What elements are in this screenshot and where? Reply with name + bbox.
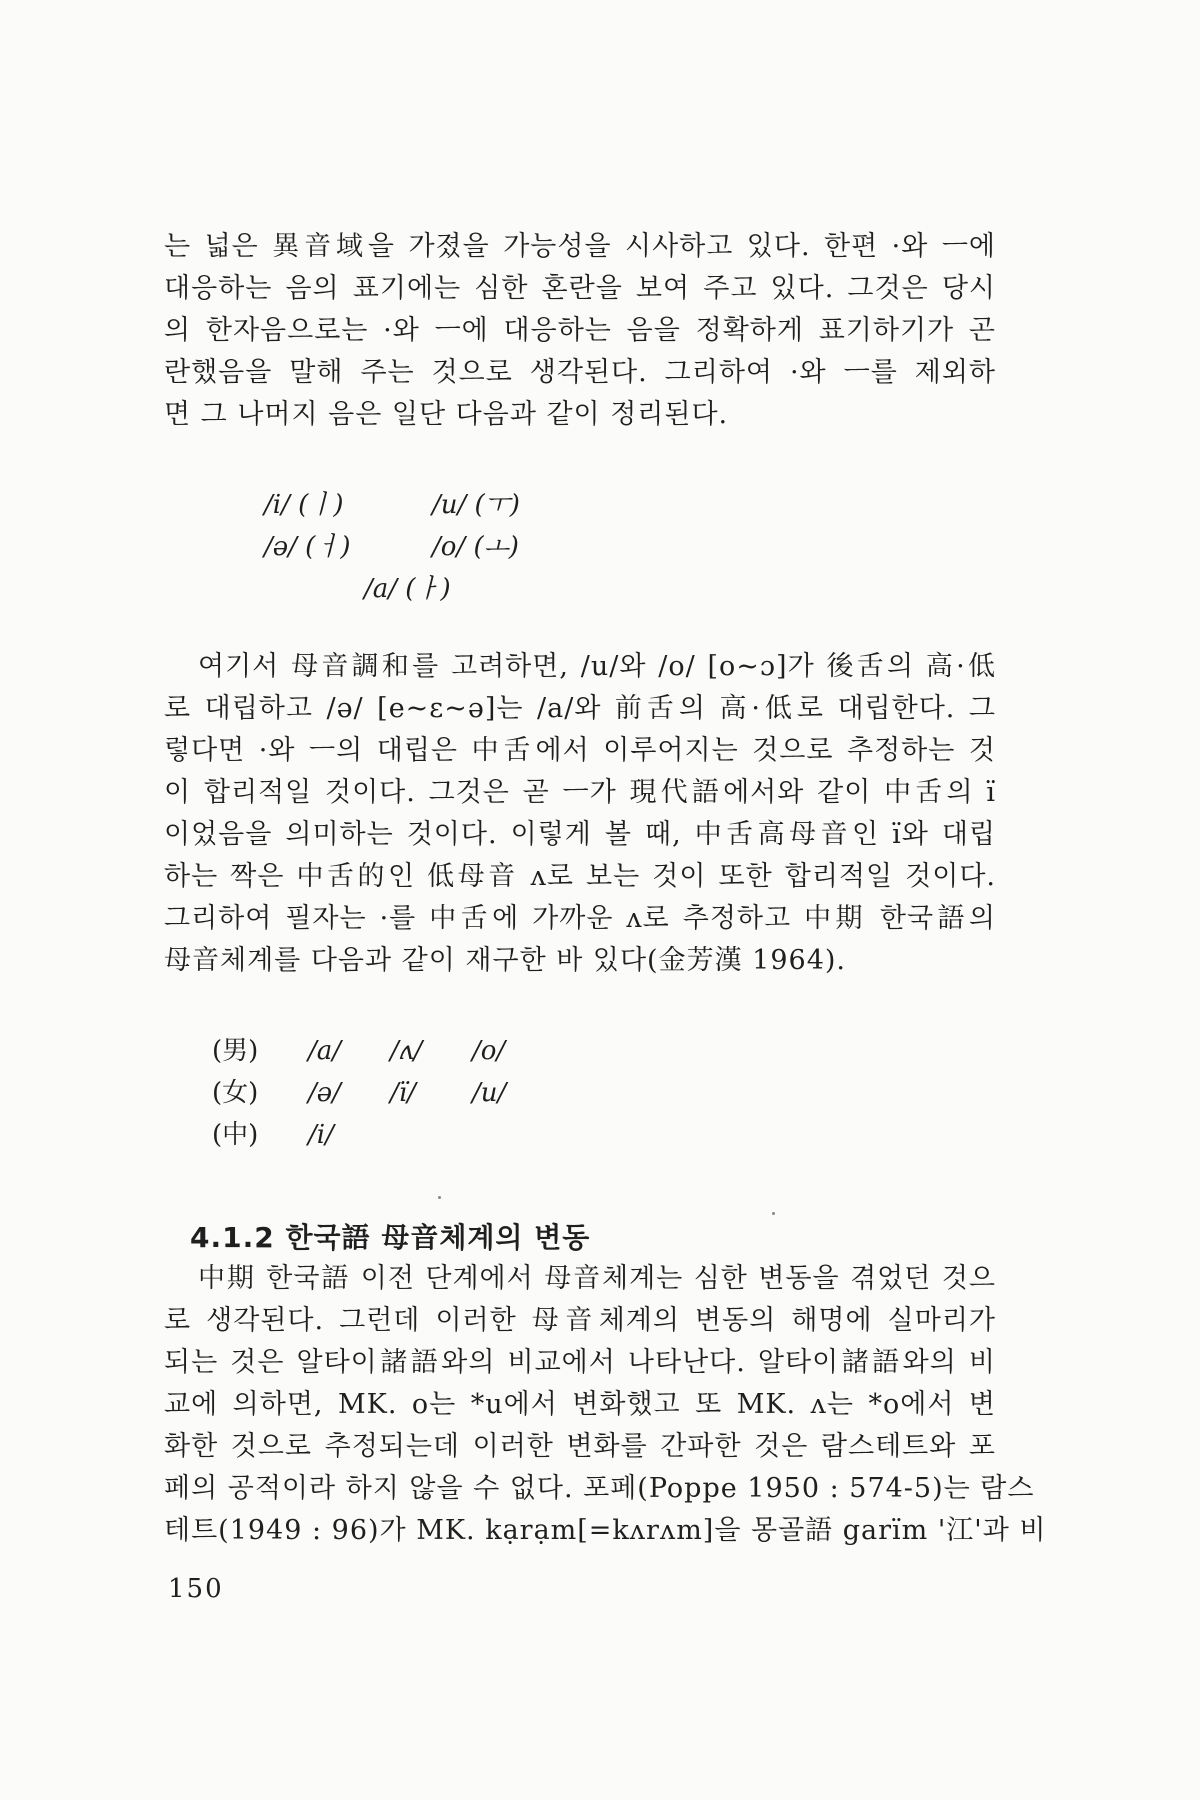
text-line: 테트(1949 : 96)가 MK. kạrạm[=kʌrʌm]을 몽골語 garïm '江'과 비 — [164, 1515, 1047, 1546]
row-label-male: (男) — [212, 1036, 259, 1066]
paragraph-1 — [164, 226, 996, 436]
text-line: 이 합리적일 것이다. 그것은 곧 ㅡ가 現代語에서와 같이 中舌의 ï — [164, 777, 996, 808]
text-line: 란했음을 말해 주는 것으로 생각된다. 그리하여 ·와 ㅡ를 제외하 — [164, 357, 996, 388]
paragraph-2 — [164, 646, 996, 982]
text-line: 렇다면 ·와 ㅡ의 대립은 中舌에서 이루어지는 것으로 추정하는 것 — [164, 735, 996, 766]
vowel-schwa: /ə/ (ㅓ) — [264, 532, 351, 562]
vowel-o: /o/ (ㅗ) — [432, 532, 519, 562]
vowel-u: /u/ (ㅜ) — [432, 490, 520, 520]
speck-mark — [772, 1212, 775, 1215]
text-line: 대응하는 음의 표기에는 심한 혼란을 보여 주고 있다. 그것은 당시 — [164, 273, 996, 304]
text-line: 여기서 母音調和를 고려하면, /u/와 /o/ [o~ɔ]가 後舌의 高·低 — [198, 651, 996, 682]
section-heading: 4.1.2 한국語 母音체계의 변동 — [190, 1221, 591, 1254]
paragraph-3 — [164, 1258, 1047, 1552]
text-line: 로 생각된다. 그런데 이러한 母音체계의 변동의 해명에 실마리가 — [164, 1305, 996, 1336]
text-line: 의 한자음으로는 ·와 ㅡ에 대응하는 음을 정확하게 표기하기가 곤 — [164, 315, 996, 346]
vowel-system-table — [212, 1030, 612, 1160]
vowel-cell: /ʌ/ — [390, 1036, 423, 1066]
text-line: 母音체계를 다음과 같이 재구한 바 있다(金芳漢 1964). — [164, 945, 847, 976]
text-line: 그리하여 필자는 ·를 中舌에 가까운 ʌ로 추정하고 中期 한국語의 — [164, 903, 996, 934]
text-line: 이었음을 의미하는 것이다. 이렇게 볼 때, 中舌高母音인 ï와 대립 — [164, 819, 996, 850]
text-line: 페의 공적이라 하지 않을 수 없다. 포페(Poppe 1950 : 574-5)는 람스 — [164, 1473, 1035, 1504]
text-line: 中期 한국語 이전 단계에서 母音체계는 심한 변동을 겪었던 것으 — [198, 1263, 996, 1294]
vowel-cell: /i/ — [308, 1120, 334, 1150]
vowel-cell: /ï/ — [390, 1078, 416, 1108]
vowel-cell: /ə/ — [308, 1078, 341, 1108]
text-line: 는 넓은 異音域을 가졌을 가능성을 시사하고 있다. 한편 ·와 ㅡ에 — [164, 231, 996, 262]
text-line: 면 그 나머지 음은 일단 다음과 같이 정리된다. — [164, 399, 729, 430]
speck-mark — [438, 1196, 441, 1199]
vowel-cell: /u/ — [472, 1078, 507, 1108]
row-label-neutral: (中) — [212, 1120, 259, 1150]
text-line: 하는 짝은 中舌的인 低母音 ʌ로 보는 것이 또한 합리적일 것이다. — [164, 861, 996, 892]
text-line: 화한 것으로 추정되는데 이러한 변화를 간파한 것은 람스테트와 포 — [164, 1431, 996, 1462]
vowel-cell: /a/ — [308, 1036, 342, 1066]
vowel-i: /i/ (ㅣ) — [264, 490, 344, 520]
text-line: 로 대립하고 /ə/ [e~ɛ~ə]는 /a/와 前舌의 高·低로 대립한다. 그 — [164, 693, 996, 724]
vowel-cell: /o/ — [472, 1036, 506, 1066]
page-number: 150 — [168, 1574, 224, 1604]
text-line: 되는 것은 알타이諸語와의 비교에서 나타난다. 알타이諸語와의 비 — [164, 1347, 996, 1378]
text-line: 교에 의하면, MK. o는 *u에서 변화했고 또 MK. ʌ는 *o에서 변 — [164, 1389, 996, 1420]
vowel-a: /a/ (ㅏ) — [364, 574, 451, 604]
vowel-list-1 — [264, 484, 664, 614]
row-label-female: (女) — [212, 1078, 259, 1108]
